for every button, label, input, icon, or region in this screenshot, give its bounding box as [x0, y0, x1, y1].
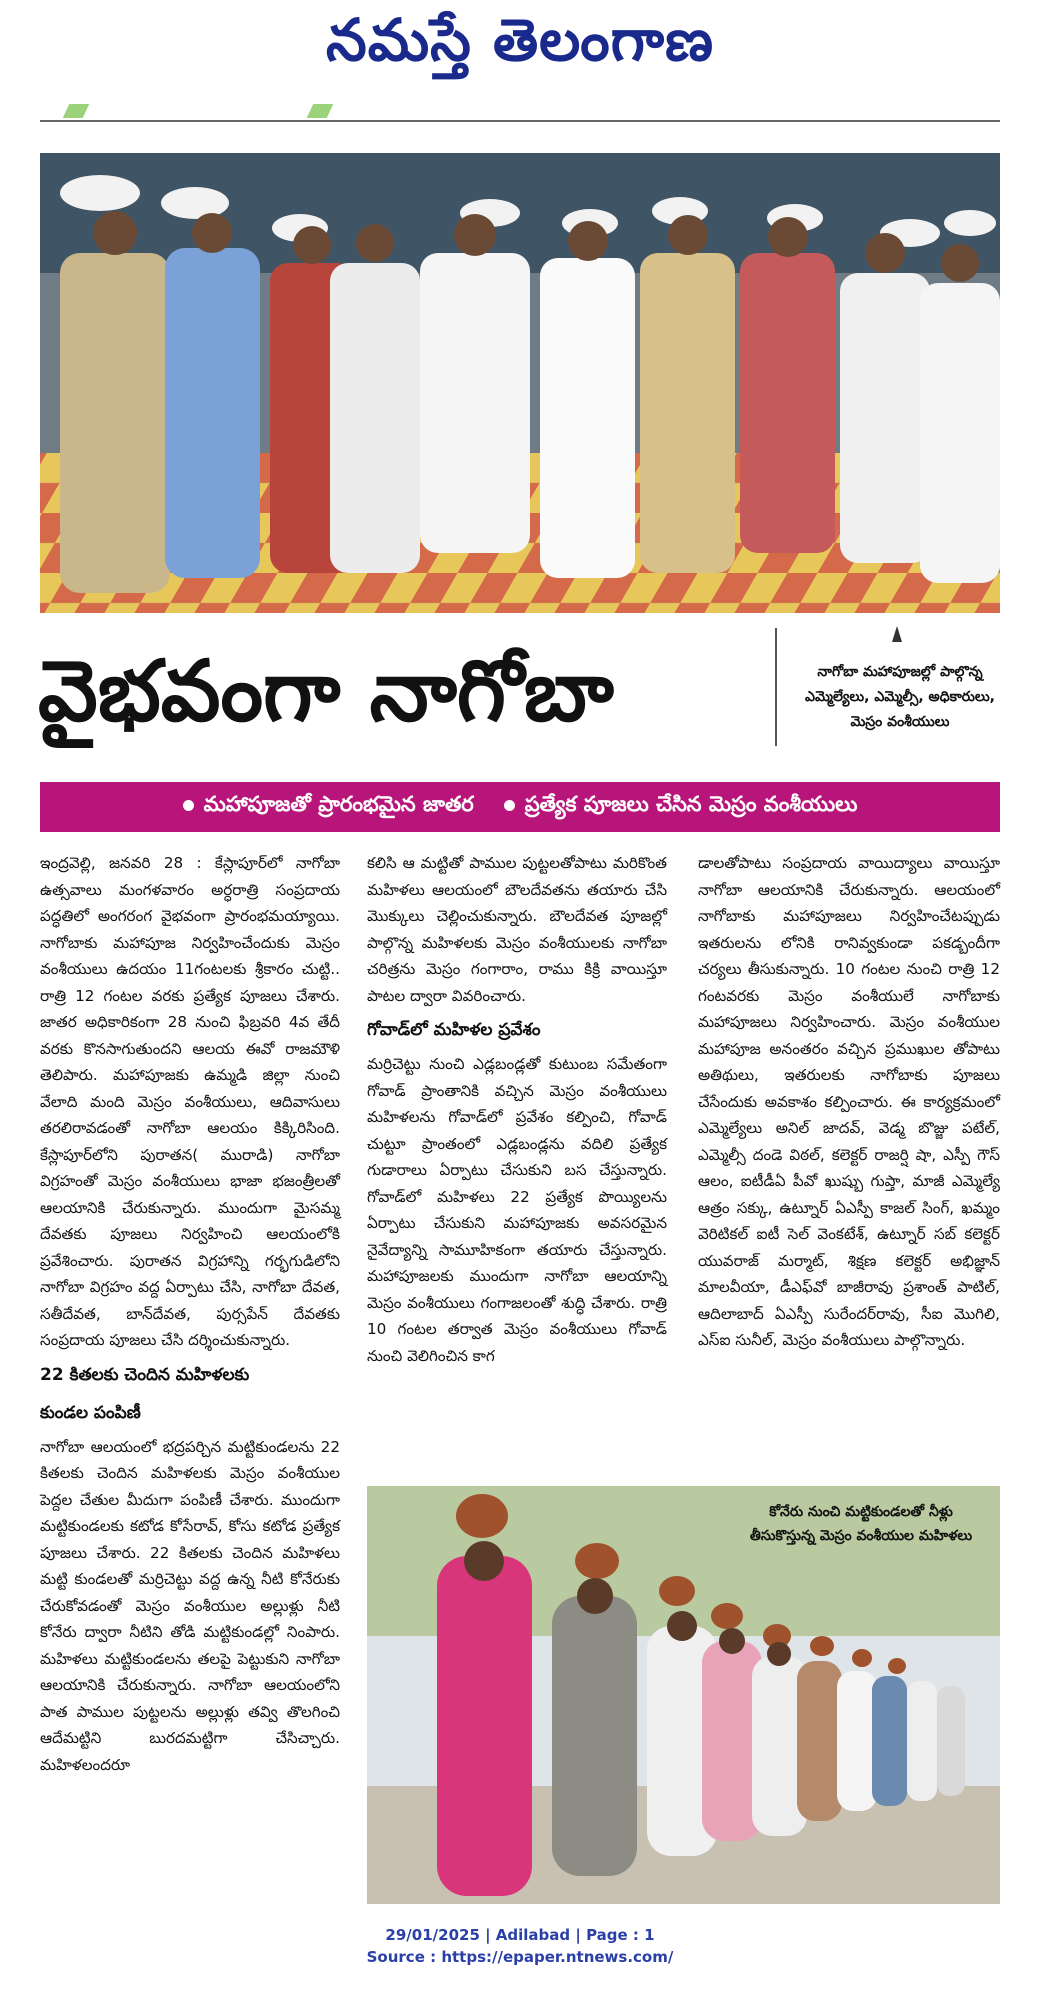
masthead-rule [40, 120, 1000, 122]
source-link[interactable]: Source : https://epaper.ntnews.com/ [366, 1948, 674, 1966]
subheading: కుండల పంపిణీ [40, 1402, 141, 1423]
group-photo-icon [40, 153, 1000, 613]
top-photo [40, 153, 1000, 613]
banner-item [183, 792, 474, 822]
article-column-3 [698, 850, 1000, 1356]
women-carrying-pots-icon [367, 1486, 1000, 1904]
subheading: గోవాడ్‌లో మహిళల ప్రవేశం [367, 1020, 541, 1040]
headline-divider [775, 628, 777, 746]
paragraph: నాగోబా ఆలయంలో భద్రపర్చిన మట్టికుండలను 22 కితలకు చెందిన మహిళలకు మెస్రం వంశీయుల పెద్దల చేతుల మీదుగా పంపిణీ చేశారు. ముందుగా మట్టికుండలకు కటోడ కోసేరావ్, కోసు కటోడ ప్రత్యేక పూజలు చేశారు. 22 కితలకు చెందిన మహిళలు మట్టి కుండలతో మర్రిచెట్టు వద్ద ఉన్న నీటి కోనేరుకు చేరుకోవడంతో మెస్రం వంశీయుల అల్లుళ్లు నీటి కోనేరు ద్వారా నీటిని తోడి మట్టికుండల్లో నింపారు. మహిళలు మట్టికుండలను తలపై పెట్టుకుని నాగోబా ఆలయానికి చేరుకున్నారు. నాగోబా ఆలయంలోని పాత పాముల పుట్టలను అల్లుళ్లు తవ్వి తొలగించి ఆదేమట్టిని బురదమట్టిగా చేసిచ్చారు. మహిళలందరూ [40, 1437, 340, 1774]
bullet-icon [183, 800, 194, 811]
photo-caption: నాగోబా మహాపూజల్లో పాల్గొన్న ఎమ్మెల్యేలు, ఎమ్మెల్సీ, అధికారులు, మెస్రం వంశీయులు [804, 664, 995, 730]
page-footer [0, 1924, 1040, 1968]
edition-info: 29/01/2025 | Adilabad | Page : 1 [385, 1926, 655, 1944]
paragraph: ఇంద్రవెల్లి, జనవరి 28 : కేస్లాపూర్‌లో నాగోబా ఉత్సవాలు మంగళవారం అర్ధరాత్రి సంప్రదాయ పద్ధతిలో అంగరంగ వైభవంగా ప్రారంభమయ్యాయి. నాగోబాకు మహాపూజ నిర్వహించేందుకు మెస్రం వంశీయులు ఉదయం 11గంటలకు శ్రీకారం చుట్టి.. రాత్రి 12 గంటల వరకు ప్రత్యేక పూజలు చేశారు. జాతర అధికారికంగా 28 నుంచి ఫిబ్రవరి 4వ తేదీ వరకు కొనసాగుతుందని ఆలయ ఈవో రాజమౌళి తెలిపారు. మహాపూజకు ఉమ్మడి జిల్లా నుంచి వేలాది మంది మెస్రం వంశీయులు, ఆదివాసులు తరలిరావడంతో నాగోబా ఆలయం కిక్కిరిసింది. కేస్లాపూర్‌లోని పురాతన( మురాడి) నాగోబా విగ్రహంతో మెస్రం వంశీయులు భాజా భజంత్రీలతో ఆలయానికి చేరుకున్నారు. ముందుగా మైసమ్మ దేవతకు పూజలు నిర్వహించి ఆలయంలోకి ప్రవేశించారు. పురాతన విగ్రహాన్ని గర్భగుడిలోని నాగోబా విగ్రహం వద్ద ఏర్పాటు చేసి, నాగోబా దేవత, సతీదేవత, బాన్‌దేవత, పుర్సపేన్ దేవతకు సంప్రదాయ పూజలు చేసి దర్శించుకున్నారు. [40, 854, 340, 1349]
paragraph: కలిసి ఆ మట్టితో పాముల పుట్టలతోపాటు మరికొంత మహిళలు ఆలయంలో బౌలదేవతను తయారు చేసి మొక్కులు చెల్లించుకున్నారు. బౌలదేవత పూజల్లో పాల్గొన్న మహిళలకు మెస్రం వంశీయులకు నాగోబా చరిత్రను మెస్రం గంగారాం, రాము కిక్రి వాయిస్తూ పాటల ద్వారా వివరించారు. [367, 854, 667, 1005]
article-column-1 [40, 850, 340, 1780]
paragraph: మర్రిచెట్టు నుంచి ఎడ్లబండ్లతో కుటుంబ సమేతంగా గోవాడ్ ప్రాంతానికి వచ్చిన మెస్రం వంశీయులు మహిళలను గోవాడ్‌లో ప్రవేశం కల్పించి, గోవాడ్ చుట్టూ ప్రాంతంలో ఎడ్లబండ్లను వదిలి ప్రత్యేక గుడారాలు ఏర్పాటు చేసుకుని బస చేస్తున్నారు. గోవాడ్‌లో మహిళలు 22 ప్రత్యేక పొయ్యిలను ఏర్పాటు చేసుకుని మహాపూజకు అవసరమైన నైవేద్యాన్ని సామూహికంగా తయారు చేస్తున్నారు. మహాపూజలకు ముందుగా నాగోబా ఆలయాన్ని మెస్రం వంశీయులు గంగాజలంతో శుద్ధి చేశారు. రాత్రి 10 గంటల తర్వాత మెస్రం వంశీయులు గోవాడ్ నుంచి వెలిగించిన కాగ [367, 1055, 667, 1365]
headline: వైభవంగా నాగోబా [38, 641, 614, 740]
article-column-2 [367, 850, 667, 1371]
masthead [0, 0, 1040, 100]
banner-item [504, 792, 858, 822]
masthead-accent [63, 104, 90, 118]
subheading: 22 కితలకు చెందిన మహిళలకు [40, 1364, 250, 1385]
newspaper-title: నమస్తే తెలంగాణ [326, 6, 714, 74]
subheading-banner [40, 782, 1000, 832]
paragraph: డాలతోపాటు సంప్రదాయ వాయిద్యాలు వాయిస్తూ నాగోబా ఆలయానికి చేరుకున్నారు. ఆలయంలో నాగోబాకు మహాపూజలు నిర్వహించేటప్పుడు ఇతరులను లోనికి రానివ్వకుండా పకడ్బందీగా చర్యలు తీసుకున్నారు. 10 గంటల నుంచి రాత్రి 12 గంటవరకు మెస్రం వంశీయులే నాగోబాకు మహాపూజలు నిర్వహించారు. మెస్రం వంశీయుల మహాపూజ అనంతరం వచ్చిన ప్రముఖుల తోపాటు అతిథులు, ఇతరులకు నాగోబాకు పూజలు చేసేందుకు అవకాశం కల్పించారు. ఈ కార్యక్రమంలో ఎమ్మెల్యేలు అనిల్ జాదవ్, వెడ్మ బొజ్జు పటేల్, ఎమ్మెల్సీ దండె విఠల్, కలెక్టర్ రాజర్షి షా, ఎస్పీ గౌస్ ఆలం, ఐటీడీఏ పీవో ఖుష్బు గుప్తా, మాజీ ఎమ్మెల్యే ఆత్రం సక్కు, ఉట్నూర్ ఏఎస్పీ కాజల్ సింగ్, ఖమ్మం వెరిటికల్ ఐటీ సెల్ వెంకటేశ్, ఉట్నూర్ సబ్ కలెక్టర్ యువరాజ్ మర్మాట్, శిక్షణ కలెక్టర్ అభిజ్ఞాన్ మాలవీయా, డీఎఫ్‌వో బాజీరావు ప్రశాంత్ పాటిల్, ఆదిలాబాద్ ఏఎస్పీ సురేందర్‌రావు, సీఐ మొగిలి, ఎస్ఐ సునీల్, మెస్రం వంశీయులు పాల్గొన్నారు. [698, 854, 1000, 1349]
bottom-photo [367, 1486, 1000, 1904]
banner-item-text: ప్రత్యేక పూజలు చేసిన మెస్రం వంశీయులు [524, 792, 858, 816]
bullet-icon [504, 800, 515, 811]
caption-arrow-icon [892, 626, 902, 642]
photo-caption: కోనేరు నుంచి మట్టికుండలతో నీళ్లు తీసుకొస్తున్న మెస్రం వంశీయుల మహిళలు [749, 1504, 973, 1544]
masthead-accent [307, 104, 334, 118]
banner-item-text: మహాపూజతో ప్రారంభమైన జాతర [203, 792, 474, 816]
